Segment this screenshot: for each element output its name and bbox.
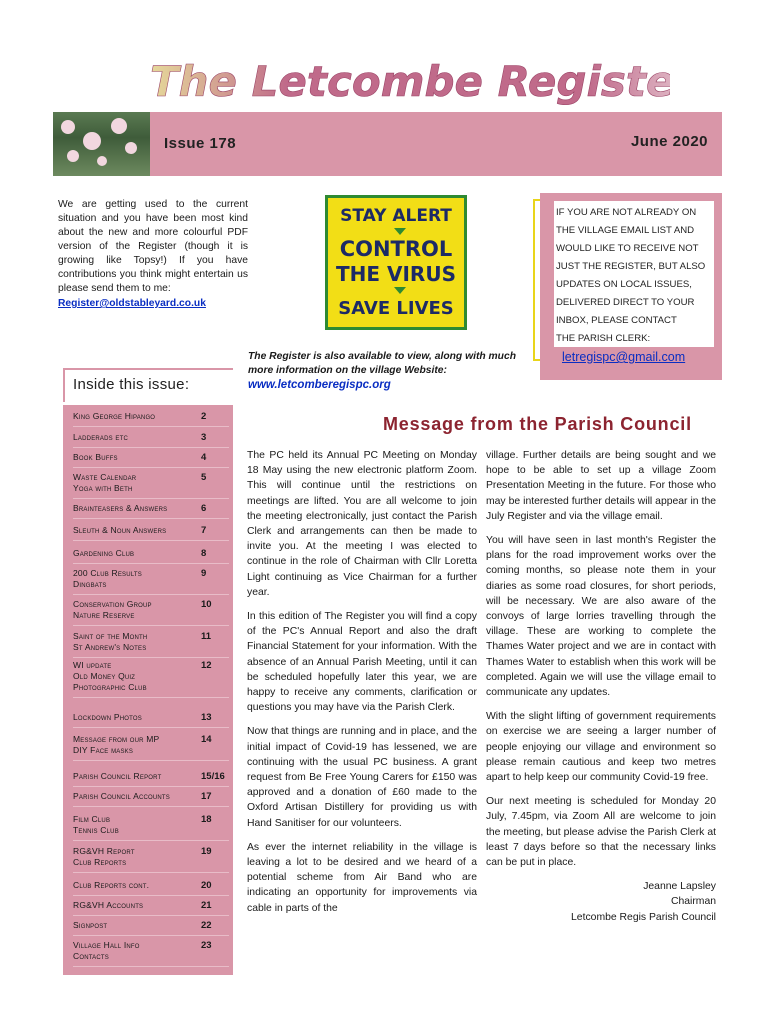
- paragraph: The PC held its Annual PC Meeting on Monday 18 May using the new electronic platform Zoom. This will continue until the restrictions on meetings are lifted. You are all welcome to join the meeting electronically, just contact the Parish Clerk and arrangements can then be made to invite you. At the meeting I was elected to continue in the role of Chairman with Cllr Loretta Light continuing as Vice Chairman for a further year.: [247, 450, 477, 598]
- poster-line-2: CONTROL: [339, 237, 453, 261]
- toc-item-title: RG&VH Report Club Reports: [73, 846, 135, 867]
- toc-item[interactable]: [73, 548, 229, 564]
- toc-item[interactable]: [73, 734, 229, 761]
- toc-divider: [73, 657, 229, 658]
- toc-item-title: 200 Club Results Dingbats: [73, 568, 142, 589]
- toc-item[interactable]: [73, 814, 229, 841]
- toc-divider: [73, 935, 229, 936]
- masthead-title: The Letcombe Register: [150, 57, 670, 106]
- website-link[interactable]: www.letcomberegispc.org: [248, 379, 391, 391]
- toc-item-title: WI update Old Money Quiz Photographic Club: [73, 660, 147, 692]
- toc-item[interactable]: [73, 940, 229, 967]
- toc-divider: [73, 498, 229, 499]
- toc-heading: Inside this issue:: [63, 368, 233, 402]
- intro-block: [58, 198, 248, 311]
- toc-item[interactable]: [73, 900, 229, 916]
- toc-divider: [73, 518, 229, 519]
- toc-divider: [73, 840, 229, 841]
- toc-divider: [73, 760, 229, 761]
- toc-item-title: Lockdown Photos: [73, 712, 142, 722]
- toc-divider: [73, 563, 229, 564]
- toc-item[interactable]: [73, 846, 229, 873]
- toc-item-page: 11: [201, 631, 212, 642]
- toc-divider: [73, 540, 229, 541]
- toc-item-title: Message from our MP DIY Face masks: [73, 734, 160, 755]
- toc-item[interactable]: [73, 432, 229, 448]
- toc-item-title: Club Reports cont.: [73, 880, 150, 890]
- toc-divider: [73, 895, 229, 896]
- notice-line: IF YOU ARE NOT ALREADY ON: [556, 207, 697, 218]
- toc-item-title: Waste Calendar Yoga with Beth: [73, 472, 137, 493]
- toc-divider: [73, 915, 229, 916]
- toc-item-title: Film Club Tennis Club: [73, 814, 119, 835]
- article-column-2: [486, 448, 716, 934]
- signature-role: Chairman: [670, 896, 716, 908]
- toc-item-title: RG&VH Accounts: [73, 900, 144, 910]
- issue-number: Issue 178: [164, 135, 237, 152]
- toc-item-page: 20: [201, 880, 212, 891]
- toc-divider: [73, 447, 229, 448]
- toc-item-page: 21: [201, 900, 212, 911]
- stay-alert-poster: [325, 195, 467, 330]
- paragraph: Our next meeting is scheduled for Monday 20 July, 7.45pm, via Zoom All are welcome to join the meeting, but please advise the Parish Clerk at least 7 days before so that the necessary links can be put in place.: [486, 796, 716, 869]
- notice-line: JUST THE REGISTER, BUT ALSO: [556, 261, 706, 272]
- toc-divider: [73, 727, 229, 728]
- toc-item-title: Village Hall Info Contacts: [73, 940, 140, 961]
- masthead-svg: [150, 52, 670, 108]
- toc-item[interactable]: [73, 771, 229, 787]
- paragraph: As ever the internet reliability in the village is leaving a lot to be desired and we heard of a potential scheme from Air Band who are indicating an opportunity for improvements via cable in parts of the: [247, 841, 477, 914]
- toc-item[interactable]: [73, 411, 229, 427]
- toc-divider: [73, 426, 229, 427]
- notice-line: DELIVERED DIRECT TO YOUR: [556, 297, 695, 308]
- toc-item[interactable]: [73, 631, 229, 658]
- website-text: The Register is also available to view, along with much more information on the village Website:: [248, 351, 516, 376]
- toc-item[interactable]: [73, 599, 229, 626]
- poster-line-1: STAY ALERT: [340, 206, 452, 226]
- toc-item-page: 4: [201, 452, 207, 463]
- toc-item-page: 5: [201, 472, 207, 483]
- toc-item[interactable]: [73, 525, 229, 541]
- toc-item-page: 18: [201, 814, 212, 825]
- toc-item-page: 12: [201, 660, 212, 671]
- flower-photo: [53, 112, 150, 176]
- signature-name: Jeanne Lapsley: [643, 881, 716, 893]
- article-column-1: [247, 448, 477, 925]
- toc-item-title: Gardening Club: [73, 548, 135, 558]
- toc-item[interactable]: [73, 880, 229, 896]
- toc-item-page: 22: [201, 920, 212, 931]
- toc-item-page: 23: [201, 940, 212, 951]
- notice-line: WOULD LIKE TO RECEIVE NOT: [556, 243, 699, 254]
- toc-item-title: Brainteasers & Answers: [73, 503, 168, 513]
- poster-line-4: SAVE LIVES: [338, 298, 454, 319]
- paragraph: village. Further details are being sought and we hope to be able to set up a village Zoom Presentation Meeting in the future. For those who may be interested further details will appear in the July Register and via the village email.: [486, 450, 716, 522]
- toc-item-title: Conservation Group Nature Reserve: [73, 599, 152, 620]
- toc-item-page: 19: [201, 846, 212, 857]
- toc-item-page: 9: [201, 568, 207, 579]
- article-headline: Message from the Parish Council: [383, 414, 692, 434]
- notice-text: [554, 201, 714, 347]
- toc-item-title: Signpost: [73, 920, 108, 930]
- toc-item[interactable]: [73, 472, 229, 499]
- paragraph: Now that things are running and in place, and the initial impact of Covid-19 has lessened, we are continuing with the usual PC business. A grant request from Be Free Young Carers for £150 was approved and a donation of £60 made to the Oxford Artisan Distillery for providing us with Hand Sanitiser for our volunteers.: [247, 726, 477, 829]
- toc-item-title: King George Hipango: [73, 411, 156, 421]
- table-of-contents: [63, 405, 233, 975]
- toc-item[interactable]: [73, 712, 229, 728]
- toc-item-title: Ladderads etc: [73, 432, 129, 442]
- toc-item-page: 3: [201, 432, 207, 443]
- toc-divider: [73, 625, 229, 626]
- toc-item[interactable]: [73, 920, 229, 936]
- paragraph: With the slight lifting of government requirements on exercise we are seeing a larger number of people enjoying our village and environment so please remain cautious and keep two metres apart to help keep our community Covid-19 free.: [486, 711, 716, 784]
- clerk-email-link[interactable]: letregispc@gmail.com: [562, 350, 686, 364]
- toc-divider: [73, 806, 229, 807]
- toc-item-title: Book Buffs: [73, 452, 118, 462]
- toc-divider: [73, 966, 229, 967]
- website-note: [248, 350, 538, 393]
- toc-item-page: 8: [201, 548, 207, 559]
- toc-item-page: 17: [201, 791, 212, 802]
- toc-divider: [73, 872, 229, 873]
- notice-line: THE PARISH CLERK:: [556, 333, 651, 344]
- toc-item-page: 13: [201, 712, 212, 723]
- paragraph: You will have seen in last month's Register the plans for the road improvement works over the coming months, so please note them in your diaries as some road closures, for short periods, will be necessary. We are also aware of the convoys of large lorries travelling through the village. These are working to complete the Thames Water project and we are in contact with Thames Water to establish when this work will be completed. Again we will use the village email to communicate any updates.: [486, 535, 716, 699]
- poster-arrow-icon: [394, 228, 406, 235]
- notice-line: INBOX, PLEASE CONTACT: [556, 315, 677, 326]
- paragraph: In this edition of The Register you will find a copy of the PC's Annual Report and also the draft Financial Statement for your information. With the absence of an Annual Parish Meeting, until it can be scheduled hopefully later this year, we are happy to receive any comments, clarification or questions you may have via the Parish Clerk.: [247, 611, 477, 714]
- toc-divider: [73, 697, 229, 698]
- email-list-notice: [540, 193, 722, 380]
- toc-item[interactable]: [73, 660, 229, 698]
- toc-divider: [73, 594, 229, 595]
- toc-item-page: 15/16: [201, 771, 225, 782]
- toc-item-title: Parish Council Accounts: [73, 791, 171, 801]
- signature-org: Letcombe Regis Parish Council: [571, 911, 716, 923]
- toc-item[interactable]: [73, 452, 229, 468]
- signature: [486, 879, 716, 925]
- toc-item-title: Sleuth & Noun Answers: [73, 525, 167, 535]
- toc-item-page: 2: [201, 411, 207, 422]
- issue-date: June 2020: [630, 133, 708, 150]
- toc-item[interactable]: [73, 568, 229, 595]
- toc-item-page: 6: [201, 503, 207, 514]
- poster-arrow-icon: [394, 287, 406, 294]
- masthead: [150, 52, 670, 108]
- toc-item[interactable]: [73, 791, 229, 807]
- toc-item-title: Saint of the Month St Andrew's Notes: [73, 631, 148, 652]
- toc-item-page: 14: [201, 734, 212, 745]
- toc-item-page: 7: [201, 525, 207, 536]
- intro-text: We are getting used to the current situation and you have been most kind about the new and more colourful PDF version of the Register (though it is growing like Topsy!) If you have contributions you think might entertain us please send them to me:: [58, 199, 248, 294]
- toc-item[interactable]: [73, 503, 229, 519]
- toc-divider: [73, 467, 229, 468]
- notice-line: UPDATES ON LOCAL ISSUES,: [556, 279, 692, 290]
- toc-item-title: Parish Council Report: [73, 771, 162, 781]
- notice-line: THE VILLAGE EMAIL LIST AND: [556, 225, 695, 236]
- toc-divider: [73, 786, 229, 787]
- poster-line-3: THE VIRUS: [336, 262, 456, 286]
- toc-item-page: 10: [201, 599, 212, 610]
- register-email-link[interactable]: Register@oldstableyard.co.uk: [58, 298, 206, 309]
